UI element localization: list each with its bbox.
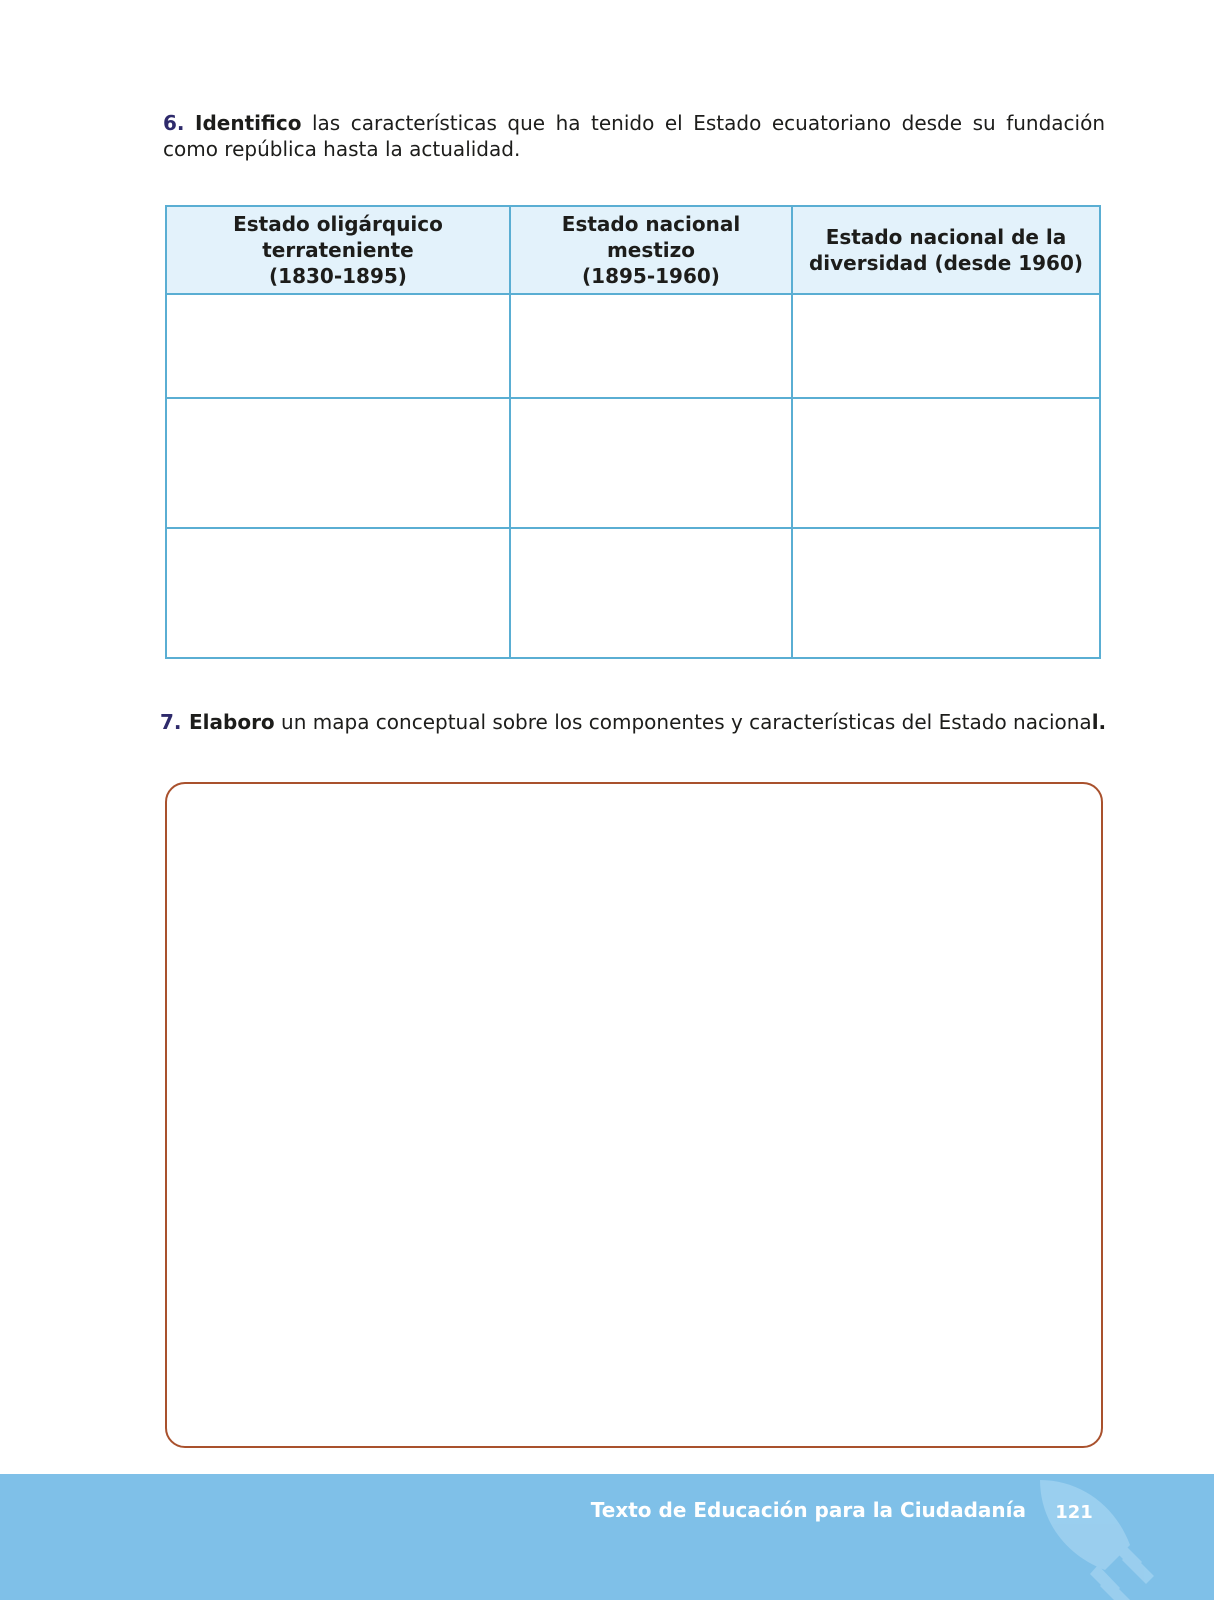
answer-cell[interactable]	[166, 528, 510, 658]
activity-6-verb: Identifico	[195, 111, 302, 135]
table-header-row	[166, 206, 1100, 294]
book-title: Texto de Educación para la Ciudadanía	[590, 1498, 1026, 1522]
table-row	[166, 528, 1100, 658]
answer-cell[interactable]	[510, 398, 792, 528]
answer-cell[interactable]	[166, 398, 510, 528]
characteristics-table	[165, 205, 1101, 659]
answer-cell[interactable]	[510, 528, 792, 658]
answer-cell[interactable]	[792, 528, 1100, 658]
activity-7-instruction	[160, 709, 1110, 735]
activity-7-text-end: l.	[1091, 710, 1107, 734]
answer-cell[interactable]	[792, 398, 1100, 528]
activity-7-verb: Elaboro	[189, 710, 275, 734]
header-mestizo-state: Estado nacional mestizo (1895-1960)	[510, 206, 792, 294]
header-diversity-state: Estado nacional de la diversidad (desde 1960)	[792, 206, 1100, 294]
answer-cell[interactable]	[792, 294, 1100, 398]
concept-map-area[interactable]	[165, 782, 1103, 1448]
table-row	[166, 398, 1100, 528]
page-footer	[0, 1474, 1214, 1600]
page-number: 121	[1055, 1502, 1093, 1523]
activity-6-instruction	[163, 110, 1105, 162]
table-row	[166, 294, 1100, 398]
activity-7-text: un mapa conceptual sobre los componentes y características del Estado naciona	[274, 710, 1092, 734]
activity-7-number: 7.	[160, 710, 182, 734]
answer-cell[interactable]	[510, 294, 792, 398]
activity-6-number: 6.	[163, 111, 185, 135]
header-oligarchic-state: Estado oligárquico terrateniente (1830-1895)	[166, 206, 510, 294]
activity-6-text: las características que ha tenido el Estado ecuatoriano desde su fundación como república hasta la actualidad.	[163, 111, 1105, 161]
rocket-icon	[1020, 1474, 1170, 1600]
answer-cell[interactable]	[166, 294, 510, 398]
